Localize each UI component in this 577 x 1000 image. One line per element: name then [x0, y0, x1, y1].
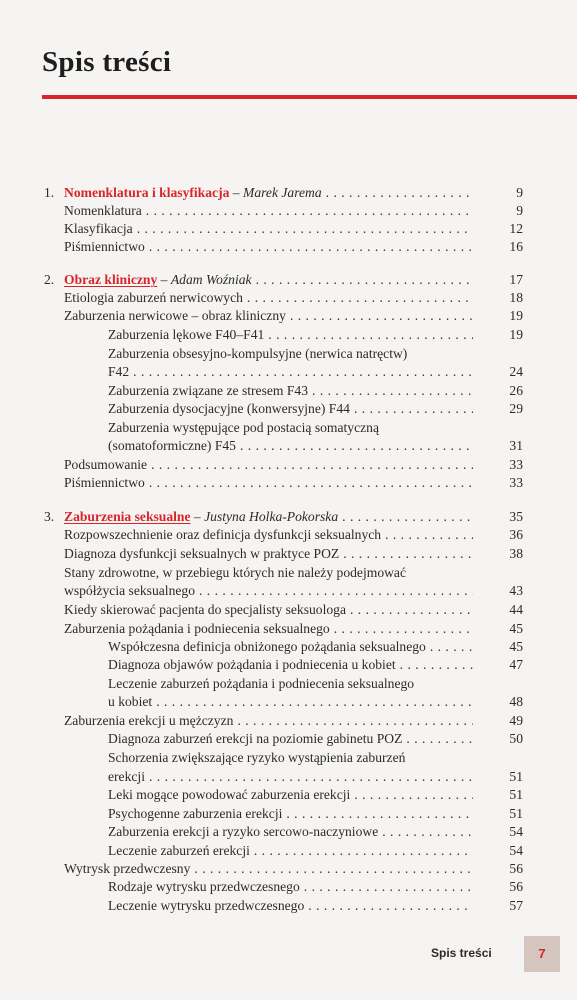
- toc-entry-label[interactable]: Podsumowanie: [64, 457, 148, 472]
- footer-label: Spis treści: [431, 946, 492, 960]
- page-number: 54: [509, 843, 523, 858]
- toc-entry[interactable]: [108, 823, 477, 841]
- chapter-number: 1.: [44, 185, 55, 200]
- toc-entry[interactable]: [108, 805, 477, 823]
- dot-leader: [406, 730, 473, 748]
- toc-entry-label[interactable]: Wytrysk przedwczesny: [64, 861, 191, 876]
- toc-entry[interactable]: [64, 220, 477, 238]
- dot-leader: [290, 307, 473, 325]
- page-number: 24: [509, 364, 523, 379]
- toc-entry-label[interactable]: Zaburzenia pożądania i podniecenia seksualnego: [64, 621, 330, 636]
- toc-entry-label[interactable]: Stany zdrowotne, w przebiegu których nie należy podejmować: [64, 565, 406, 580]
- toc-entry[interactable]: [108, 768, 477, 786]
- dot-leader: [240, 437, 473, 455]
- toc-entry-label[interactable]: Leczenie zaburzeń pożądania i podniecenia seksualnego: [108, 676, 415, 691]
- chapter-author: Adam Woźniak: [170, 272, 252, 287]
- dot-leader: [133, 363, 473, 381]
- toc-entry[interactable]: [64, 601, 477, 619]
- page-number: 48: [509, 694, 523, 709]
- page-number: 49: [509, 713, 523, 728]
- toc-entry[interactable]: [64, 620, 477, 638]
- toc-entry[interactable]: [108, 842, 477, 860]
- dot-leader: [385, 526, 473, 544]
- toc-entry-label[interactable]: Diagnoza dysfunkcji seksualnych w praktyce POZ: [64, 546, 340, 561]
- dot-leader: [342, 508, 473, 526]
- toc-entry[interactable]: [108, 656, 477, 674]
- page-number: 51: [509, 806, 523, 821]
- toc-entry-label[interactable]: współżycia seksualnego: [64, 583, 195, 598]
- toc-entry-label[interactable]: Zaburzenia erekcji u mężczyzn: [64, 713, 234, 728]
- page-number: 47: [509, 657, 523, 672]
- page-number: 26: [509, 383, 523, 398]
- toc-entry-label[interactable]: Psychogenne zaburzenia erekcji: [108, 806, 283, 821]
- page-number: 44: [509, 602, 523, 617]
- toc-entry-label[interactable]: Leczenie zaburzeń erekcji: [108, 843, 250, 858]
- toc-entry-label[interactable]: Zaburzenia nerwicowe – obraz kliniczny: [64, 308, 286, 323]
- dot-leader: [237, 712, 473, 730]
- toc-entry[interactable]: [108, 786, 477, 804]
- chapter-number: 2.: [44, 272, 55, 287]
- toc-entry[interactable]: [108, 363, 477, 381]
- toc-entry[interactable]: [64, 289, 477, 307]
- dot-leader: [308, 897, 473, 915]
- chapter-number: 3.: [44, 509, 55, 524]
- toc-entry-label[interactable]: Zaburzenia dysocjacyjne (konwersyjne) F44: [108, 401, 350, 416]
- chapter-heading[interactable]: [64, 508, 477, 526]
- toc-entry[interactable]: [108, 749, 477, 767]
- dot-leader: [326, 184, 473, 202]
- page-number: 19: [509, 327, 523, 342]
- page-number: 9: [516, 203, 523, 218]
- page-number: 33: [509, 457, 523, 472]
- dot-leader: [247, 289, 473, 307]
- toc-entry[interactable]: [108, 693, 477, 711]
- dot-leader: [354, 786, 473, 804]
- toc-entry[interactable]: [108, 400, 477, 418]
- toc-entry[interactable]: [108, 419, 477, 437]
- page-number-badge: 7: [524, 936, 560, 972]
- toc-entry-label[interactable]: Leki mogące powodować zaburzenia erekcji: [108, 787, 351, 802]
- dot-leader: [430, 638, 473, 656]
- chapter-author: Marek Jarema: [243, 185, 322, 200]
- toc-entry[interactable]: [108, 730, 477, 748]
- chapter-title-text[interactable]: Zaburzenia seksualne: [64, 509, 191, 524]
- page-title: Spis treści: [42, 46, 172, 78]
- dot-leader: [254, 842, 473, 860]
- page-number: 56: [509, 879, 523, 894]
- chapter-title[interactable]: Obraz kliniczny – Adam Woźniak: [64, 272, 252, 287]
- page-number: 36: [509, 527, 523, 542]
- toc-entry-label[interactable]: Rozpowszechnienie oraz definicja dysfunkcji seksualnych: [64, 527, 382, 542]
- toc-entry[interactable]: [64, 526, 477, 544]
- dot-leader: [156, 693, 473, 711]
- page-number: 45: [509, 621, 523, 636]
- dot-leader: [400, 656, 473, 674]
- dot-leader: [151, 456, 473, 474]
- toc-entry[interactable]: [108, 345, 477, 363]
- dot-leader: [149, 474, 473, 492]
- toc-entry-label[interactable]: Zaburzenia występujące pod postacią somatyczną: [108, 420, 380, 435]
- toc-entry-label[interactable]: Zaburzenia obsesyjno-kompulsyjne (nerwica natręctw): [108, 346, 408, 361]
- toc-entry-label[interactable]: (somatoformiczne) F45: [108, 438, 236, 453]
- page-number: 50: [509, 731, 523, 746]
- toc-entry[interactable]: [64, 202, 477, 220]
- toc-entry[interactable]: [108, 437, 477, 455]
- page-number: 17: [509, 272, 523, 287]
- toc-entry[interactable]: [64, 860, 477, 878]
- dot-leader: [149, 238, 473, 256]
- page-number: 43: [509, 583, 523, 598]
- dot-leader: [137, 220, 473, 238]
- chapter-title[interactable]: Zaburzenia seksualne – Justyna Holka-Pokorska: [64, 509, 339, 524]
- toc-entry[interactable]: [108, 675, 477, 693]
- toc-entry-label[interactable]: Diagnoza objawów pożądania i podniecenia u kobiet: [108, 657, 396, 672]
- toc-entry-label[interactable]: F42: [108, 364, 130, 379]
- page-number: 18: [509, 290, 523, 305]
- page-number: 57: [509, 898, 523, 913]
- page-number: 51: [509, 769, 523, 784]
- toc-entry-label[interactable]: u kobiet: [108, 694, 153, 709]
- toc-entry-label[interactable]: Zaburzenia związane ze stresem F43: [108, 383, 309, 398]
- chapter-heading[interactable]: [64, 271, 477, 289]
- page-number: 33: [509, 475, 523, 490]
- toc-entry[interactable]: [64, 238, 477, 256]
- dot-leader: [199, 582, 473, 600]
- dot-leader: [146, 202, 473, 220]
- page-number: 16: [509, 239, 523, 254]
- page-number: 45: [509, 639, 523, 654]
- page-number: 56: [509, 861, 523, 876]
- dot-leader: [354, 400, 473, 418]
- toc-entry-label[interactable]: Klasyfikacja: [64, 221, 133, 236]
- dot-leader: [149, 768, 473, 786]
- toc-entry-label[interactable]: Kiedy skierować pacjenta do specjalisty seksuologa: [64, 602, 346, 617]
- toc-entry-label[interactable]: erekcji: [108, 769, 145, 784]
- toc-entry-label[interactable]: Leczenie wytrysku przedwczesnego: [108, 898, 305, 913]
- toc-entry[interactable]: [108, 326, 477, 344]
- toc-entry-label[interactable]: Diagnoza zaburzeń erekcji na poziomie gabinetu POZ: [108, 731, 403, 746]
- page-number: 12: [509, 221, 523, 236]
- page-number: 35: [509, 509, 523, 524]
- toc-entry[interactable]: [64, 545, 477, 563]
- toc-entry-label[interactable]: Rodzaje wytrysku przedwczesnego: [108, 879, 300, 894]
- toc-entry-label[interactable]: Współczesna definicja obniżonego pożądania seksualnego: [108, 639, 426, 654]
- toc-entry[interactable]: [64, 474, 477, 492]
- dot-leader: [268, 326, 473, 344]
- toc-entry[interactable]: [108, 382, 477, 400]
- chapter-title-text[interactable]: Nomenklatura i klasyfikacja: [64, 185, 230, 200]
- dot-leader: [382, 823, 473, 841]
- title-rule: [42, 95, 577, 99]
- toc-entry-label[interactable]: Piśmiennictwo: [64, 475, 145, 490]
- page-number: 51: [509, 787, 523, 802]
- page-number: 54: [509, 824, 523, 839]
- toc-entry[interactable]: [64, 712, 477, 730]
- dot-leader: [286, 805, 473, 823]
- chapter-author: Justyna Holka-Pokorska: [204, 509, 339, 524]
- dot-leader: [304, 878, 473, 896]
- toc-entry[interactable]: [64, 307, 477, 325]
- page-number: 38: [509, 546, 523, 561]
- dot-leader: [256, 271, 473, 289]
- dot-leader: [312, 382, 473, 400]
- toc-entry-label[interactable]: Schorzenia zwiększające ryzyko wystąpienia zaburzeń: [108, 750, 406, 765]
- chapter-title[interactable]: Nomenklatura i klasyfikacja – Marek Jarema: [64, 185, 322, 200]
- toc-entry-label[interactable]: Zaburzenia erekcji a ryzyko sercowo-naczyniowe: [108, 824, 379, 839]
- toc-entry-label[interactable]: Nomenklatura: [64, 203, 142, 218]
- toc-entry[interactable]: [108, 878, 477, 896]
- toc-entry[interactable]: [108, 897, 477, 915]
- dot-leader: [194, 860, 473, 878]
- toc-entry[interactable]: [64, 582, 477, 600]
- page-number: 19: [509, 308, 523, 323]
- page-number: 9: [516, 185, 523, 200]
- toc-entry-label[interactable]: Etiologia zaburzeń nerwicowych: [64, 290, 243, 305]
- toc-entry-label[interactable]: Piśmiennictwo: [64, 239, 145, 254]
- toc-entry[interactable]: [64, 564, 477, 582]
- page-number: 29: [509, 401, 523, 416]
- dot-leader: [343, 545, 473, 563]
- toc-entry[interactable]: [64, 456, 477, 474]
- dot-leader: [350, 601, 473, 619]
- toc-entry[interactable]: [108, 638, 477, 656]
- chapter-title-text[interactable]: Obraz kliniczny: [64, 272, 158, 287]
- page-number: 31: [509, 438, 523, 453]
- dot-leader: [334, 620, 473, 638]
- chapter-heading[interactable]: [64, 184, 477, 202]
- toc-entry-label[interactable]: Zaburzenia lękowe F40–F41: [108, 327, 265, 342]
